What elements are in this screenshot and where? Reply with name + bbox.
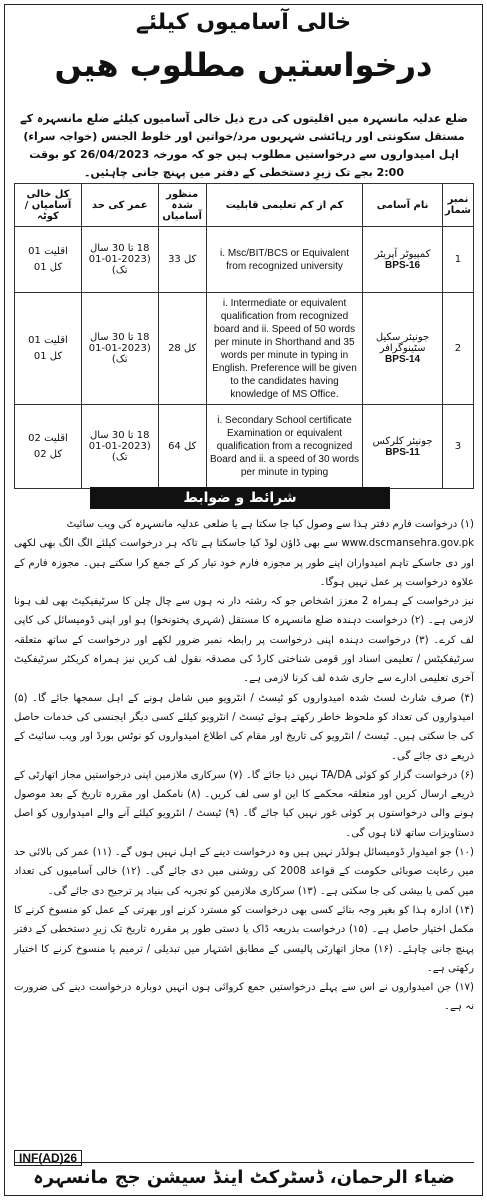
age-range: 18 تا 30 سال	[89, 332, 150, 343]
terms-body	[14, 515, 474, 1017]
header-subtitle: خالی آسامیوں کیلئے	[135, 10, 352, 35]
vacancy-minority: اقلیت 02	[28, 432, 68, 444]
table-row	[15, 293, 474, 405]
qualification: i. Secondary School certificate Examination or equivalent qualification from a recognized Board and ii. a speed of 30 words per minute in typing	[206, 405, 362, 489]
col-header-sanctioned: منظور شدہ آسامیاں	[158, 184, 206, 227]
post-name	[363, 405, 443, 489]
vacancies	[15, 293, 82, 405]
vacancies	[15, 227, 82, 293]
signature-line: ضیاء الرحمان، ڈسٹرکٹ اینڈ سیشن جج مانسہرہ	[14, 1162, 474, 1193]
terms-paragraph: (۱۰) جو امیدوار ڈومیسائل ہولڈر نہیں ہیں وہ درخواست دینے کے اہل نہیں ہوں گے۔ (۱۱) عمر کی بالائی حد میں رعایت صوبائی حکومت کے قواعد 2008 کی روشنی میں دی جائے گی۔ (۱۲) خالی آسامیوں کی تعداد میں کمی یا بیشی کی جا سکتی ہے۔ (۱۳) سرکاری ملازمین کو تجربہ کی بنیاد پر ترجیح دی جائے گی۔	[14, 847, 474, 897]
col-header-post: نام آسامی	[363, 184, 443, 227]
vacancy-total: کل 01	[33, 350, 63, 362]
terms-banner: شرائط و ضوابط	[90, 487, 390, 509]
post-bps: BPS-11	[385, 446, 420, 458]
vacancy-minority: اقلیت 01	[28, 334, 68, 346]
terms-paragraph: www.dscmansehra.gov.pk سے بھی ڈاؤن لوڈ کیا جاسکتا ہے تاکہ ہر درخواست کیلئے الگ الگ بھی لکھی اور دی جاسکے تاہم امیدواران اپنے طور پر مجوزہ فارم خود تیار کر کے جمع کرا سکتے ہیں۔ مجوزہ فارم کے علاوہ درخواست پر عمل نہیں ہوگا۔	[14, 538, 474, 588]
post-bps: BPS-16	[385, 259, 421, 271]
vacancy-total: کل 01	[33, 261, 63, 273]
col-header-vacancies: کل خالی آسامیاں / کوٹہ	[15, 184, 82, 227]
row-number: 2	[442, 293, 473, 405]
age-range: 18 تا 30 سال	[89, 430, 150, 441]
table-row	[15, 405, 474, 489]
reference-code: INF(AD)26	[14, 1150, 82, 1166]
age-date: (01-01-2023 تک)	[88, 254, 151, 276]
vacancy-minority: اقلیت 01	[28, 245, 68, 257]
terms-paragraph: (۴) صرف شارٹ لسٹ شدہ امیدواروں کو ٹیسٹ / انٹرویو میں شامل ہونے کے اہل سمجھا جائے گا۔ (۵) امیدواروں کی تعداد کو ملحوظ خاطر رکھتے ہوئے ٹیسٹ / انٹرویو کیلئے کسی دیگر ایجنسی کی خدمات حاصل کی جا سکتی ہیں۔ ٹیسٹ / انٹرویو کی تاریخ اور مقام کی اطلاع امیدواروں کو نوٹس بورڈ اور ویب سائیٹ کے ذریعے دی جائے گی۔	[14, 692, 474, 762]
terms-paragraph: نیز درخواست کے ہمراہ 2 معزز اشخاص جو کہ رشتہ دار نہ ہوں سے چال چلن کا سرٹیفیکیٹ بھی لف ہونا لازمی ہے۔ (۲) درخواست دہندہ ضلع مانسہرہ کا مستقل (شہری پختونخوا) ہو اور اپنی ڈومیسائل کی کاپی لف کرے۔ (۳) درخواست دہندہ اپنی درخواست پر رابطہ نمبر ضرور لکھے اور درخواست کے ساتھ متعلقہ سرٹیفکیٹس / تعلیمی اسناد اور قومی شناختی کارڈ کی مصدقہ نقول لف کریں نیز ہمراہ کریکٹر سرٹیفکیٹ آخری تعلیمی ادارے سے جاری شدہ لف کرنا لازمی ہے۔	[14, 596, 474, 685]
sanctioned-posts: کل 33	[158, 227, 206, 293]
post-name	[363, 293, 443, 405]
post-name	[363, 227, 443, 293]
terms-paragraph: (۱) درخواست فارم دفتر ہذا سے وصول کیا جا سکتا ہے یا ضلعی عدلیہ مانسہرہ کی ویب سائیٹ	[66, 519, 474, 530]
age-range: 18 تا 30 سال	[89, 243, 150, 254]
vacancy-total: کل 02	[33, 448, 63, 460]
terms-paragraph: (۱۴) ادارہ ہذا کو بغیر وجہ بتائے کسی بھی درخواست کو مسترد کرنے اور بھرتی کے عمل کو منسوخ کرنے کا مکمل اختیار حاصل ہے۔ (۱۵) درخواست بذریعہ ڈاک یا دستی طور پر مقررہ تاریخ تک زیرِ دستخطی کے دفتر پہنچ جانی چاہئے۔ (۱۶) مجاز اتھارٹی پالیسی کے مطابق اشتہار میں تبدیلی / ترمیم یا منسوخ کرنے کا اختیار رکھتی ہے۔	[14, 904, 475, 974]
row-number: 1	[442, 227, 473, 293]
terms-paragraph: (۱۷) جن امیدواروں نے اس سے پہلے درخواستیں جمع کروائی ہوں انہیں دوبارہ درخواست دینے کی ضرورت نہ ہے۔	[14, 982, 474, 1013]
post-title: جونیئر سکیل سٹینوگرافر	[375, 332, 430, 354]
qualification: i. Msc/BIT/BCS or Equivalent from recognized university	[206, 227, 362, 293]
qualification: i. Intermediate or equivalent qualification from recognized board and ii. Speed of 50 words per minute in Shorthand and 35 words per minute in typing in English. Preference will be given to the candidates having knowledge of MS Office.	[206, 293, 362, 405]
posts-table	[14, 183, 474, 489]
table-header-row	[15, 184, 474, 227]
terms-paragraph: (۶) درخواست گزار کو کوئی TA/DA نہیں دیا جائے گا۔ (۷) سرکاری ملازمین اپنی درخواستیں مجاز اتھارٹی کے ذریعے ارسال کریں اور متعلقہ محکمے کا این او سی لف کریں۔ (۸) نامکمل اور مقررہ تاریخ کے بعد موصول ہونے والی درخواستوں پر کوئی غور نہیں کیا جائے گا۔ (۹) ٹیسٹ / انٹرویو کیلئے آنے والے امیدواروں کو اصل دستاویزات ساتھ لانا ہوں گی۔	[14, 769, 475, 839]
post-bps: BPS-14	[385, 354, 421, 365]
sanctioned-posts: کل 64	[158, 405, 206, 489]
sanctioned-posts: کل 28	[158, 293, 206, 405]
table-row	[15, 227, 474, 293]
col-header-no: نمبر شمار	[442, 184, 473, 227]
vacancies	[15, 405, 82, 489]
age-limit	[81, 405, 158, 489]
col-header-age: عمر کی حد	[81, 184, 158, 227]
age-limit	[81, 293, 158, 405]
col-header-qualification: کم از کم تعلیمی قابلیت	[206, 184, 362, 227]
header-title: درخواستیں مطلوب ھیں	[54, 46, 433, 84]
intro-paragraph: ضلع عدلیہ مانسہرہ میں اقلیتوں کی درج ذیل خالی آسامیوں کیلئے ضلع مانسہرہ کے مستقل سکونتی اور رہائشی شہریوں مرد/خواتین اور خلوط الجنس (خواجہ سراء) اہل امیدواروں سے درخواستیں مطلوب ہیں جو کہ مورخہ 26/04/2023 کو بوقت 2:00 بجے تک زیرِ دستخطی کے دفتر میں پہنچ جانی چاہئیں۔	[20, 112, 468, 179]
row-number: 3	[442, 405, 473, 489]
age-limit	[81, 227, 158, 293]
age-date: (01-01-2023 تک)	[88, 343, 151, 365]
post-title: کمپیوٹر آپریٹر	[374, 248, 431, 260]
post-title: جونیئر کلرکس	[372, 435, 433, 447]
age-date: (01-01-2023 تک)	[88, 441, 151, 463]
